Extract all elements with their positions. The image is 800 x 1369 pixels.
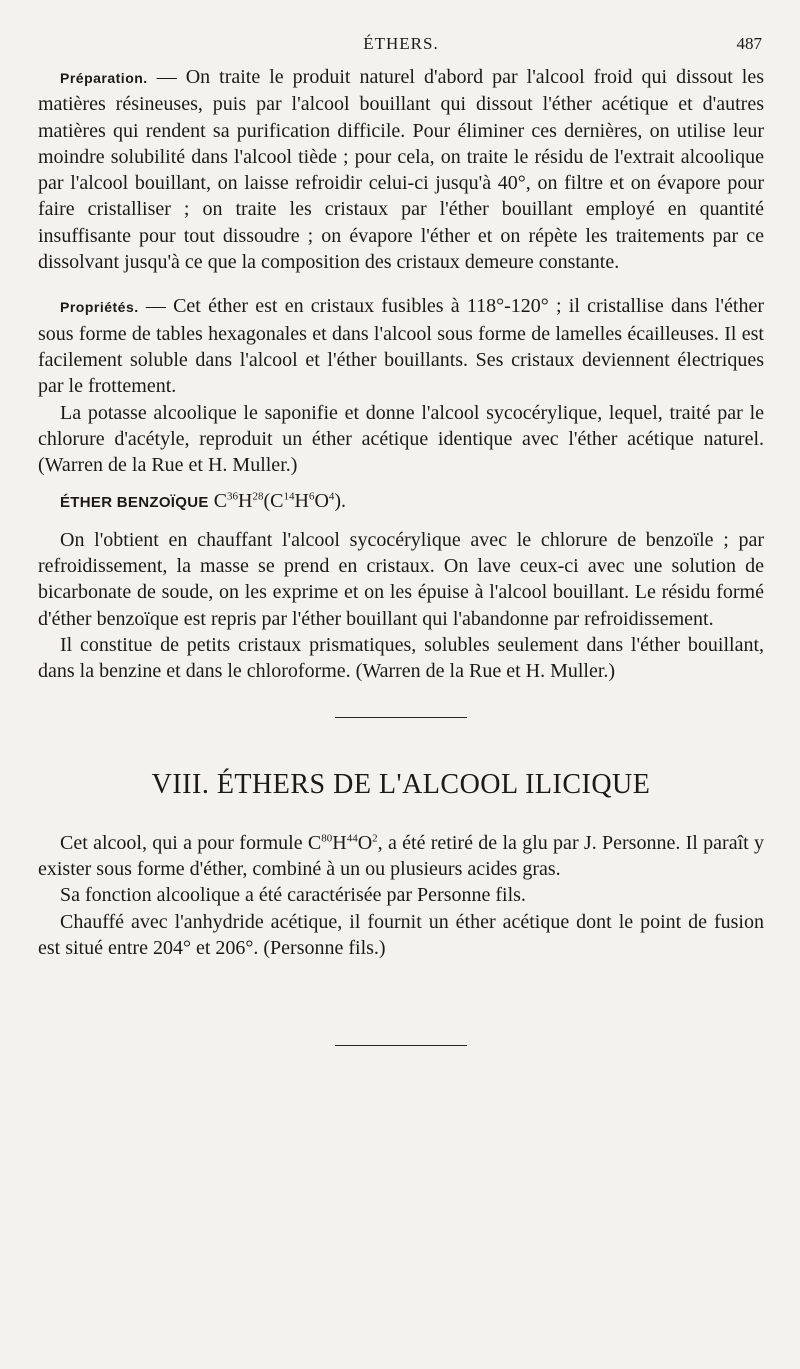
potasse-paragraph: La potasse alcoolique le saponifie et donne l'alcool sycocérylique, lequel, traité par le chlorure d'acétyle, reproduit un éther acétique identique avec l'éther acétique naturel. (Warren de la Rue et H. Muller.) xyxy=(38,401,764,477)
proprietes-text: — Cet éther est en cristaux fusibles à 118°-120° ; il cristallise dans l'éther sous forme de tables hexagonales et dans l'alcool sous forme de lamelles écailleuses. Il est facilement soluble dans l'alcool et l'éther bouillants. Ses cristaux deviennent électriques par le frottement. xyxy=(38,295,764,398)
ether-benzoique-heading xyxy=(38,488,764,516)
page-number: 487 xyxy=(736,34,762,53)
end-divider xyxy=(335,1045,467,1046)
section-title: VIII. ÉTHERS DE L'ALCOOL ILICIQUE xyxy=(151,768,651,800)
ilicique-paragraph-3: Chauffé avec l'anhydride acétique, il fournit un éther acétique dont le point de fusion est situé entre 204° et 206°. (Personne fils.) xyxy=(38,910,764,960)
ilicique-paragraph-2: Sa fonction alcoolique a été caractérisée par Personne fils. xyxy=(60,884,526,907)
ilicique-paragraph-1: Cet alcool, qui a pour formule $C^{80}H^{44}O^2$, a été retiré de la glu par J. Personne. Il paraît y exister sous forme d'éther, combiné à un ou plusieurs acides gras. xyxy=(38,831,764,881)
running-head xyxy=(38,34,764,58)
preparation-text: — On traite le produit naturel d'abord par l'alcool froid qui dissout les matières résineuses, puis par l'alcool bouillant qui dissout l'éther acétique et d'autres matières qui rendent sa purification difficile. Pour éliminer ces dernières, on utilise leur moindre solubilité dans l'alcool tiède ; pour cela, on traite le résidu de l'extrait alcoolique par l'alcool bouillant, on laisse refroidir celui-ci jusqu'à 40°, on filtre et on évapore pour faire cristalliser ; on traite les cristaux par l'éther bouillant employé en quantité insuffisante pour tout dissoudre ; on évapore l'éther et on répète les traitements par ce dissolvant jusqu'à ce que la composition des cristaux demeure constante. xyxy=(38,66,764,274)
ether-benzoique-title: ÉTHER BENZOÏQUE xyxy=(60,494,209,512)
ether-benzoique-formula: $C^{36}H^{28}(C^{14}H^6O^4)$. xyxy=(213,490,347,513)
preparation-label: Préparation. xyxy=(60,70,148,86)
proprietes-label: Propriétés. xyxy=(60,299,139,316)
benzoique-paragraph-2: Il constitue de petits cristaux prismatiques, solubles seulement dans l'éther bouillant, dans la benzine et dans le chloroforme. (Warren de la Rue et H. Muller.) xyxy=(38,633,764,683)
preparation-paragraph xyxy=(38,64,764,275)
benzoique-paragraph-1: On l'obtient en chauffant l'alcool sycocérylique avec le chlorure de benzoïle ; par refroidissement, la masse se prend en cristaux. On lave ceux-ci avec une solution de bicarbonate de soude, on les exprime et on les épuise à l'alcool bouillant. Le résidu formé d'éther benzoïque est repris par l'éther bouillant qui l'abandonne par refroidissement. xyxy=(38,528,764,630)
running-title: ÉTHERS. xyxy=(363,34,439,53)
proprietes-paragraph xyxy=(38,293,764,399)
body-text xyxy=(38,64,764,1046)
